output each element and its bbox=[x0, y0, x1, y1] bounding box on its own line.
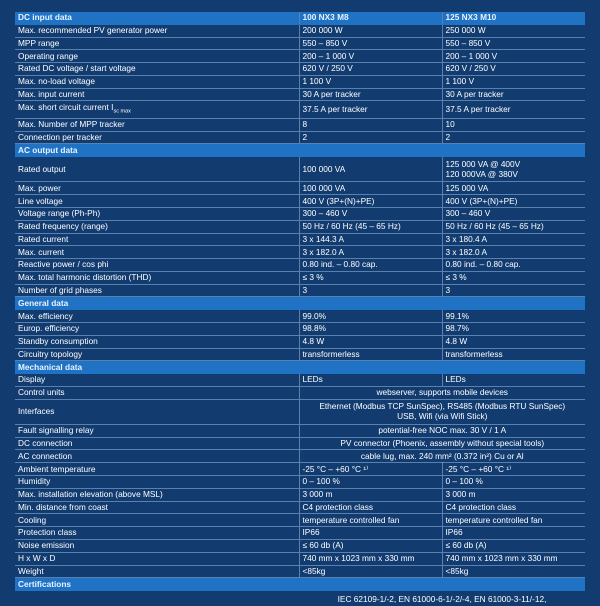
spec-value-a: 8 bbox=[299, 118, 442, 131]
spec-value-b: 300 – 460 V bbox=[442, 208, 585, 221]
section-header-certifications bbox=[15, 578, 585, 591]
spec-row bbox=[15, 488, 585, 501]
section-title: Certifications bbox=[15, 578, 585, 591]
spec-value-a: 99.0% bbox=[299, 310, 442, 323]
spec-value-a: 200 000 W bbox=[299, 24, 442, 37]
spec-label: Circuitry topology bbox=[15, 348, 299, 361]
spec-row bbox=[15, 233, 585, 246]
spec-value-b: 400 V (3P+(N)+PE) bbox=[442, 195, 585, 208]
spec-row bbox=[15, 101, 585, 118]
spec-label: Operating range bbox=[15, 50, 299, 63]
spec-label: Interfaces bbox=[15, 399, 299, 424]
spec-value-b: ≤ 3 % bbox=[442, 271, 585, 284]
spec-value-a: C4 protection class bbox=[299, 501, 442, 514]
spec-row bbox=[15, 271, 585, 284]
spec-label: Max. installation elevation (above MSL) bbox=[15, 488, 299, 501]
spec-row bbox=[15, 437, 585, 450]
spec-label: Max. efficiency bbox=[15, 310, 299, 323]
spec-label: Rated frequency (range) bbox=[15, 220, 299, 233]
spec-value-a: 400 V (3P+(N)+PE) bbox=[299, 195, 442, 208]
spec-value-b: 250 000 W bbox=[442, 24, 585, 37]
spec-value-a: ≤ 3 % bbox=[299, 271, 442, 284]
spec-label: Max. recommended PV generator power bbox=[15, 24, 299, 37]
spec-label: Humidity bbox=[15, 476, 299, 489]
spec-value-b: 3 bbox=[442, 284, 585, 297]
spec-row bbox=[15, 63, 585, 76]
spec-value-b: 1 100 V bbox=[442, 75, 585, 88]
spec-value-b: <85kg bbox=[442, 565, 585, 578]
datasheet bbox=[15, 12, 585, 606]
spec-row bbox=[15, 374, 585, 387]
spec-table bbox=[15, 12, 585, 606]
spec-row-rated-output bbox=[15, 157, 585, 182]
spec-value-b: temperature controlled fan bbox=[442, 514, 585, 527]
spec-label: Protection class bbox=[15, 527, 299, 540]
spec-label: Standby consumption bbox=[15, 335, 299, 348]
spec-value-b: 740 mm x 1023 mm x 330 mm bbox=[442, 552, 585, 565]
certifications-value: IEC 62109-1/-2, EN 61000-6-1/-2/-4, EN 61000-3-11/-12, bbox=[337, 594, 547, 605]
spec-label: Connection per tracker bbox=[15, 131, 299, 144]
spec-value-b: 98.7% bbox=[442, 323, 585, 336]
spec-row bbox=[15, 552, 585, 565]
section-header-mechanical bbox=[15, 361, 585, 374]
spec-label: Max. input current bbox=[15, 88, 299, 101]
section-title: General data bbox=[15, 297, 585, 310]
spec-value-b: 3 x 182.0 A bbox=[442, 246, 585, 259]
spec-label: Reactive power / cos phi bbox=[15, 259, 299, 272]
spec-label: Control units bbox=[15, 386, 299, 399]
spec-row bbox=[15, 463, 585, 476]
spec-value-line2: USB, Wifi (via Wifi Stick) bbox=[397, 411, 488, 422]
spec-value-line1: Ethernet (Modbus TCP SunSpec), RS485 (Modbus RTU SunSpec) bbox=[319, 401, 566, 412]
spec-value-b: 620 V / 250 V bbox=[442, 63, 585, 76]
spec-value-a: ≤ 60 db (A) bbox=[299, 539, 442, 552]
spec-label: Rated DC voltage / start voltage bbox=[15, 63, 299, 76]
spec-row bbox=[15, 539, 585, 552]
spec-value-b: 3 x 180.4 A bbox=[442, 233, 585, 246]
spec-row bbox=[15, 476, 585, 489]
spec-value-a: IP66 bbox=[299, 527, 442, 540]
spec-label-subscript: sc max bbox=[113, 108, 131, 115]
spec-row bbox=[15, 118, 585, 131]
spec-label bbox=[15, 591, 299, 606]
spec-label: Weight bbox=[15, 565, 299, 578]
spec-row bbox=[15, 323, 585, 336]
spec-value-b: 99.1% bbox=[442, 310, 585, 323]
spec-value-a: 0.80 ind. – 0.80 cap. bbox=[299, 259, 442, 272]
spec-value-a: 98.8% bbox=[299, 323, 442, 336]
spec-value-a: <85kg bbox=[299, 565, 442, 578]
spec-value-b: 30 A per tracker bbox=[442, 88, 585, 101]
section-header-ac-output bbox=[15, 144, 585, 157]
model-a-header: 100 NX3 M8 bbox=[299, 12, 442, 24]
spec-value-b: 2 bbox=[442, 131, 585, 144]
spec-row bbox=[15, 75, 585, 88]
spec-label: DC connection bbox=[15, 437, 299, 450]
spec-value-b-line1: 125 000 VA @ 400V bbox=[445, 158, 521, 169]
spec-value-a: 200 – 1 000 V bbox=[299, 50, 442, 63]
spec-value-b: 3 000 m bbox=[442, 488, 585, 501]
spec-row-interfaces bbox=[15, 399, 585, 424]
spec-value-a: 3 x 182.0 A bbox=[299, 246, 442, 259]
spec-label: Fault signalling relay bbox=[15, 424, 299, 437]
spec-label: Europ. efficiency bbox=[15, 323, 299, 336]
spec-row bbox=[15, 527, 585, 540]
spec-value-shared: webserver, supports mobile devices bbox=[299, 386, 585, 399]
spec-label: Rated output bbox=[15, 157, 299, 182]
spec-value-b: LEDs bbox=[442, 374, 585, 387]
spec-value-a: 3 000 m bbox=[299, 488, 442, 501]
spec-value-b: 0 – 100 % bbox=[442, 476, 585, 489]
spec-row-certifications bbox=[15, 591, 585, 606]
spec-value-b bbox=[442, 157, 585, 182]
spec-row bbox=[15, 88, 585, 101]
spec-value-a: 300 – 460 V bbox=[299, 208, 442, 221]
spec-value-b: 125 000 VA bbox=[442, 182, 585, 195]
spec-row bbox=[15, 50, 585, 63]
spec-value-b: 37.5 A per tracker bbox=[442, 101, 585, 118]
spec-label: Max. current bbox=[15, 246, 299, 259]
spec-value-a: 550 – 850 V bbox=[299, 37, 442, 50]
spec-value-b: 0.80 ind. – 0.80 cap. bbox=[442, 259, 585, 272]
model-b-header: 125 NX3 M10 bbox=[442, 12, 585, 24]
spec-value-b-line2: 120 000VA @ 380V bbox=[445, 168, 518, 179]
spec-row bbox=[15, 259, 585, 272]
spec-label: Noise emission bbox=[15, 539, 299, 552]
spec-value-a: LEDs bbox=[299, 374, 442, 387]
spec-value-a: temperature controlled fan bbox=[299, 514, 442, 527]
spec-value-b: 4.8 W bbox=[442, 335, 585, 348]
spec-label-symbol: I bbox=[111, 101, 114, 112]
spec-value-b: transformerless bbox=[442, 348, 585, 361]
section-title: AC output data bbox=[15, 144, 585, 157]
section-header-general bbox=[15, 297, 585, 310]
spec-row bbox=[15, 182, 585, 195]
spec-label: Max. no-load voltage bbox=[15, 75, 299, 88]
spec-value-shared bbox=[299, 399, 585, 424]
spec-row bbox=[15, 514, 585, 527]
spec-row bbox=[15, 310, 585, 323]
spec-value-a: 3 x 144.3 A bbox=[299, 233, 442, 246]
spec-label: Min. distance from coast bbox=[15, 501, 299, 514]
spec-row bbox=[15, 348, 585, 361]
spec-row bbox=[15, 208, 585, 221]
spec-value-a: 620 V / 250 V bbox=[299, 63, 442, 76]
spec-label: Cooling bbox=[15, 514, 299, 527]
spec-value-shared: potential-free NOC max. 30 V / 1 A bbox=[299, 424, 585, 437]
spec-value-shared: cable lug, max. 240 mm² (0.372 in²) Cu or Al bbox=[299, 450, 585, 463]
spec-value-a: 30 A per tracker bbox=[299, 88, 442, 101]
spec-value-b: IP66 bbox=[442, 527, 585, 540]
spec-label bbox=[15, 101, 299, 118]
spec-value-a: 100 000 VA bbox=[299, 182, 442, 195]
spec-label: Number of grid phases bbox=[15, 284, 299, 297]
spec-row bbox=[15, 24, 585, 37]
spec-label: AC connection bbox=[15, 450, 299, 463]
spec-value-a: 1 100 V bbox=[299, 75, 442, 88]
spec-label: H x W x D bbox=[15, 552, 299, 565]
spec-row bbox=[15, 386, 585, 399]
spec-label-text: Max. short circuit current bbox=[18, 101, 109, 112]
spec-value-a: 3 bbox=[299, 284, 442, 297]
spec-row bbox=[15, 501, 585, 514]
spec-row bbox=[15, 565, 585, 578]
spec-value-b: 50 Hz / 60 Hz (45 – 65 Hz) bbox=[442, 220, 585, 233]
spec-value-b: 200 – 1 000 V bbox=[442, 50, 585, 63]
spec-value-a: -25 °C – +60 °C ¹⁾ bbox=[299, 463, 442, 476]
spec-row bbox=[15, 131, 585, 144]
section-header-dc-input bbox=[15, 12, 585, 24]
spec-label: Ambient temperature bbox=[15, 463, 299, 476]
spec-value-a: 0 – 100 % bbox=[299, 476, 442, 489]
spec-row bbox=[15, 195, 585, 208]
spec-label: Max. power bbox=[15, 182, 299, 195]
spec-label: Rated current bbox=[15, 233, 299, 246]
spec-row bbox=[15, 220, 585, 233]
spec-row bbox=[15, 284, 585, 297]
spec-value-b: ≤ 60 db (A) bbox=[442, 539, 585, 552]
spec-label: Max. total harmonic distortion (THD) bbox=[15, 271, 299, 284]
spec-row bbox=[15, 450, 585, 463]
spec-row bbox=[15, 37, 585, 50]
spec-value-a: 740 mm x 1023 mm x 330 mm bbox=[299, 552, 442, 565]
spec-value-a: transformerless bbox=[299, 348, 442, 361]
spec-row bbox=[15, 424, 585, 437]
spec-value-a: 100 000 VA bbox=[299, 157, 442, 182]
spec-row bbox=[15, 335, 585, 348]
spec-value-b: 550 – 850 V bbox=[442, 37, 585, 50]
spec-value-a: 2 bbox=[299, 131, 442, 144]
spec-label: Voltage range (Ph-Ph) bbox=[15, 208, 299, 221]
spec-value-b: -25 °C – +60 °C ¹⁾ bbox=[442, 463, 585, 476]
spec-value-b: 10 bbox=[442, 118, 585, 131]
spec-label: Max. Number of MPP tracker bbox=[15, 118, 299, 131]
spec-row bbox=[15, 246, 585, 259]
section-title: Mechanical data bbox=[15, 361, 585, 374]
spec-label: MPP range bbox=[15, 37, 299, 50]
spec-value-a: 50 Hz / 60 Hz (45 – 65 Hz) bbox=[299, 220, 442, 233]
spec-value-shared: PV connector (Phoenix, assembly without special tools) bbox=[299, 437, 585, 450]
section-title: DC input data bbox=[15, 12, 299, 24]
spec-value-a: 4.8 W bbox=[299, 335, 442, 348]
spec-value-a: 37.5 A per tracker bbox=[299, 101, 442, 118]
spec-label: Display bbox=[15, 374, 299, 387]
spec-label: Line voltage bbox=[15, 195, 299, 208]
spec-value-b: C4 protection class bbox=[442, 501, 585, 514]
